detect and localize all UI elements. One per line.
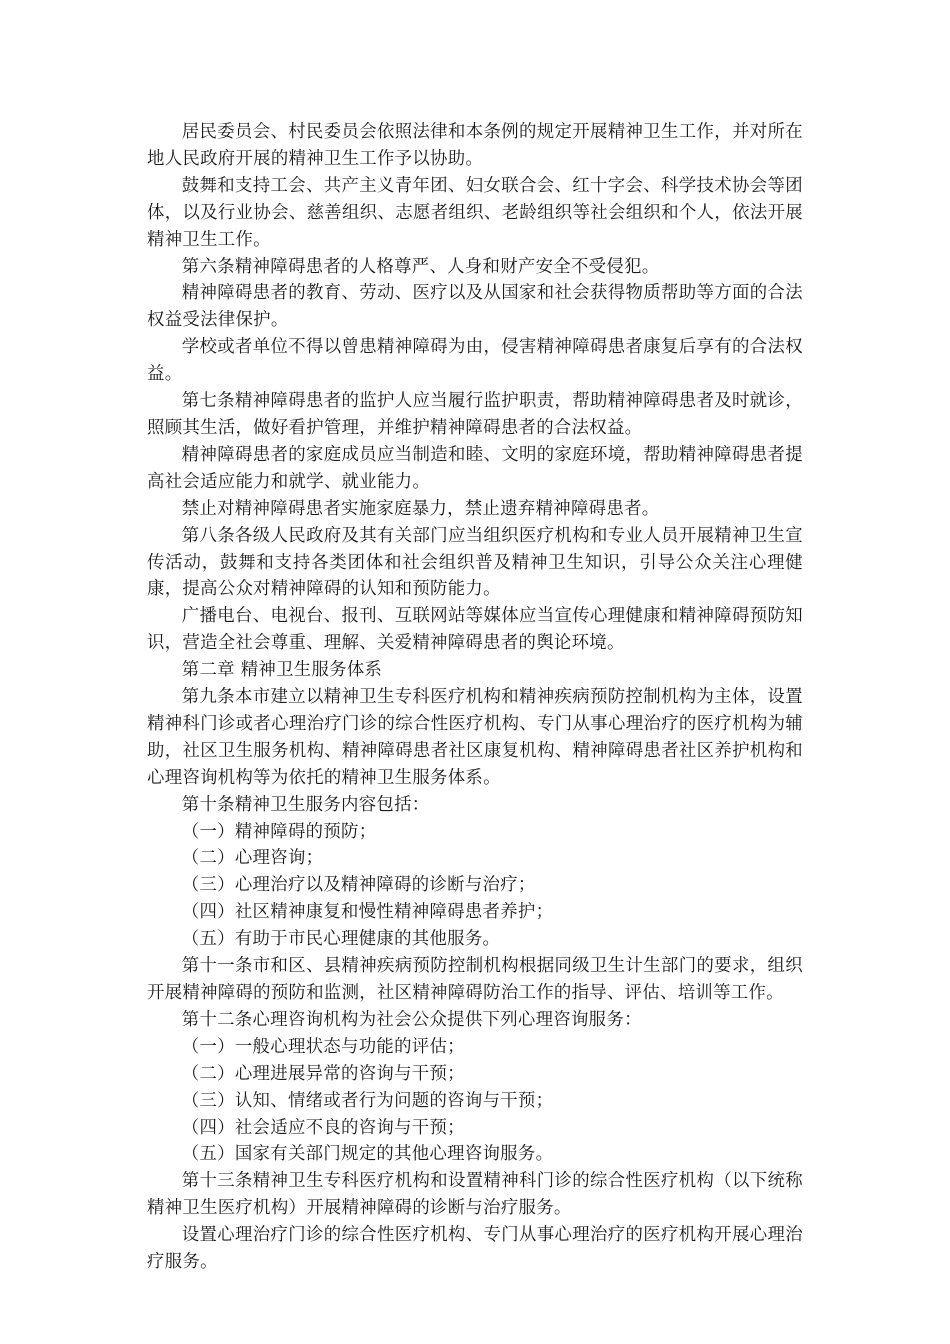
- document-body: [147, 119, 803, 1276]
- list-item: （一）一般心理状态与功能的评估；: [181, 1036, 465, 1057]
- paragraph: 第十条精神卫生服务内容包括：: [181, 794, 430, 815]
- list-item: （二）心理进展异常的咨询与干预；: [181, 1063, 465, 1084]
- paragraph: 精神障碍患者的教育、劳动、医疗以及从国家和社会获得物质帮助等方面的合法权益受法律保护。: [147, 283, 803, 331]
- paragraph: 精神障碍患者的家庭成员应当制造和睦、文明的家庭环境，帮助精神障碍患者提高社会适应能力和就学、就业能力。: [147, 444, 803, 492]
- paragraph: 禁止对精神障碍患者实施家庭暴力，禁止遗弃精神障碍患者。: [181, 498, 660, 519]
- list-item: （三）心理治疗以及精神障碍的诊断与治疗；: [181, 875, 536, 896]
- list-item: （五）国家有关部门规定的其他心理咨询服务。: [181, 1144, 554, 1165]
- paragraph: 学校或者单位不得以曾患精神障碍为由，侵害精神障碍患者康复后享有的合法权益。: [147, 337, 803, 385]
- paragraph: 第九条本市建立以精神卫生专科医疗机构和精神疾病预防控制机构为主体，设置精神科门诊或者心理治疗门诊的综合性医疗机构、专门从事心理治疗的医疗机构为辅助，社区卫生服务机构、精神障碍患者社区康复机构、精神障碍患者社区养护机构和心理咨询机构等为依托的精神卫生服务体系。: [147, 687, 803, 788]
- list-item: （五）有助于市民心理健康的其他服务。: [181, 929, 501, 950]
- paragraph: 广播电台、电视台、报刊、互联网站等媒体应当宣传心理健康和精神障碍预防知识，营造全社会尊重、理解、关爱精神障碍患者的舆论环境。: [147, 606, 803, 654]
- paragraph: 第七条精神障碍患者的监护人应当履行监护职责，帮助精神障碍患者及时就诊，照顾其生活，做好看护管理，并维护精神障碍患者的合法权益。: [147, 391, 803, 438]
- list-item: （四）社会适应不良的咨询与干预；: [181, 1117, 465, 1138]
- paragraph: 鼓舞和支持工会、共产主义青年团、妇女联合会、红十字会、科学技术协会等团体，以及行业协会、慈善组织、志愿者组织、老龄组织等社会组织和个人，依法开展精神卫生工作。: [147, 175, 803, 250]
- list-item: （四）社区精神康复和慢性精神障碍患者养护；: [181, 902, 554, 923]
- chapter-heading: 第二章 精神卫生服务体系: [181, 660, 383, 681]
- paragraph: 第十一条市和区、县精神疾病预防控制机构根据同级卫生计生部门的要求，组织开展精神障碍的预防和监测，社区精神障碍防治工作的指导、评估、培训等工作。: [147, 956, 803, 1003]
- list-item: （二）心理咨询；: [181, 848, 324, 869]
- list-item: （一）精神障碍的预防；: [181, 821, 377, 842]
- paragraph: 第八条各级人民政府及其有关部门应当组织医疗机构和专业人员开展精神卫生宣传活动，鼓舞和支持各类团体和社会组织普及精神卫生知识，引导公众关注心理健康，提高公众对精神障碍的认知和预防能力。: [147, 525, 803, 600]
- paragraph: 第十三条精神卫生专科医疗机构和设置精神科门诊的综合性医疗机构（以下统称精神卫生医疗机构）开展精神障碍的诊断与治疗服务。: [147, 1171, 803, 1219]
- paragraph: 设置心理治疗门诊的综合性医疗机构、专门从事心理治疗的医疗机构开展心理治疗服务。: [147, 1225, 803, 1273]
- paragraph: 第六条精神障碍患者的人格尊严、人身和财产安全不受侵犯。: [181, 256, 660, 277]
- list-item: （三）认知、情绪或者行为问题的咨询与干预；: [181, 1090, 554, 1111]
- paragraph: 居民委员会、村民委员会依照法律和本条例的规定开展精神卫生工作，并对所在地人民政府开展的精神卫生工作予以协助。: [147, 122, 803, 169]
- paragraph: 第十二条心理咨询机构为社会公众提供下列心理咨询服务：: [181, 1009, 642, 1030]
